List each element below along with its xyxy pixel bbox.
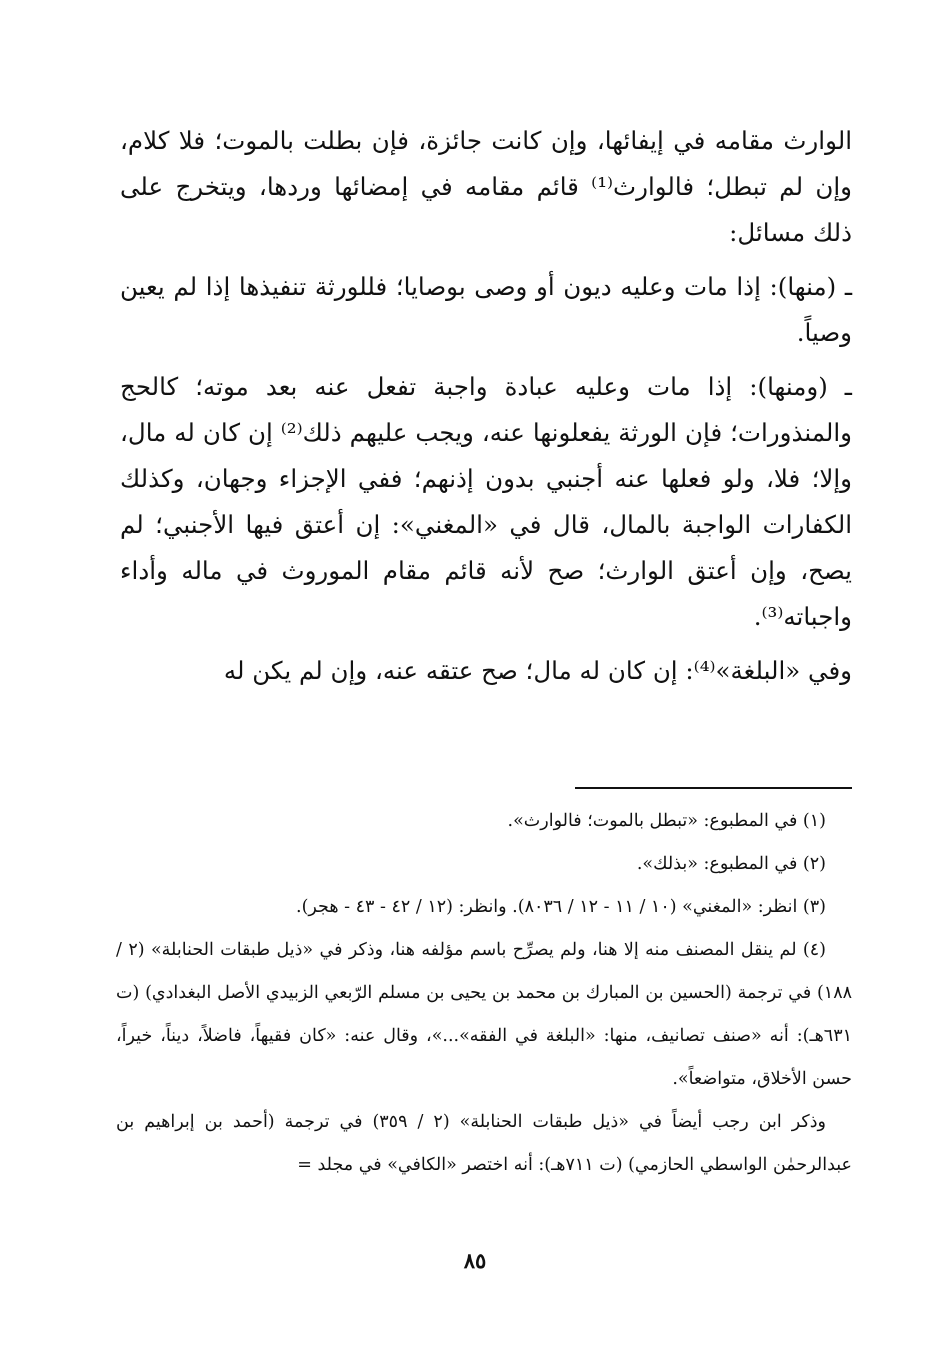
footnote-4-continued: وذكر ابن رجب أيضاً في «ذيل طبقات الحنابلة» (٢ / ٣٥٩) في ترجمة (أحمد بن إبراهيم بن عبدالرحمٰن الواسطي الحازمي) (ت ٧١١هـ): أنه اختصر «الكافي» في مجلد =	[116, 1112, 852, 1175]
page-number: ٨٥	[463, 1248, 487, 1273]
footnote-1: (١) في المطبوع: «تبطل بالموت؛ فالوارث».	[507, 811, 826, 831]
footnotes	[116, 800, 852, 1187]
paragraph-intro: الوارث مقامه في إيفائها، وإن كانت جائزة، فإن بطلت بالموت؛ فلا كلام، وإن لم تبطل؛ فالوارث⁽¹⁾ قائم مقامه في إمضائها وردها، ويتخرج على ذلك مسائل:	[120, 126, 852, 247]
main-text	[120, 118, 852, 694]
footnote-divider	[575, 787, 852, 789]
paragraph-minha-debts: ـ (منها): إذا مات وعليه ديون أو وصى بوصايا؛ فللورثة تنفيذها إذا لم يعين وصياً.	[120, 272, 852, 347]
footnote-3: (٣) انظر: «المغني» (١٠ / ١١ - ١٢ / ٨٠٣٦). وانظر: (١٢ / ٤٢ - ٤٣ - هجر).	[296, 897, 826, 917]
footnote-2: (٢) في المطبوع: «بذلك».	[636, 854, 826, 874]
paragraph-al-bulgha: وفي «البلغة»⁽⁴⁾: إن كان له مال؛ صح عتقه عنه، وإن لم يكن له	[223, 656, 852, 685]
paragraph-wa-minha-worship: ـ (ومنها): إذا مات وعليه عبادة واجبة تفعل عنه بعد موته؛ كالحج والمنذورات؛ فإن الورثة يفعلونها عنه، ويجب عليهم ذلك⁽²⁾ إن كان له مال، وإلا؛ فلا، ولو فعلها عنه أجنبي بدون إذنهم؛ ففي الإجزاء وجهان، وكذلك الكفارات الواجبة بالمال، قال في «المغني»: إن أعتق فيها الأجنبي؛ لم يصح، وإن أعتق الوارث؛ صح لأنه قائم مقام الموروث في ماله وأداء واجباته⁽³⁾.	[120, 372, 852, 631]
footnote-4: (٤) لم ينقل المصنف منه إلا هنا، ولم يصرِّح باسم مؤلفه هنا، وذكر في «ذيل طبقات الحنابلة» (٢ / ١٨٨) في ترجمة (الحسين بن المبارك بن محمد بن يحيى بن مسلم الرّبعي الزبيدي الأصل البغدادي) (ت ٦٣١هـ): أنه «صنف تصانيف، منها: «البلغة في الفقه»...»، وقال عنه: «كان فقيهاً، فاضلاً، ديناً، خيراً، حسن الأخلاق، متواضعاً».	[116, 940, 852, 1089]
